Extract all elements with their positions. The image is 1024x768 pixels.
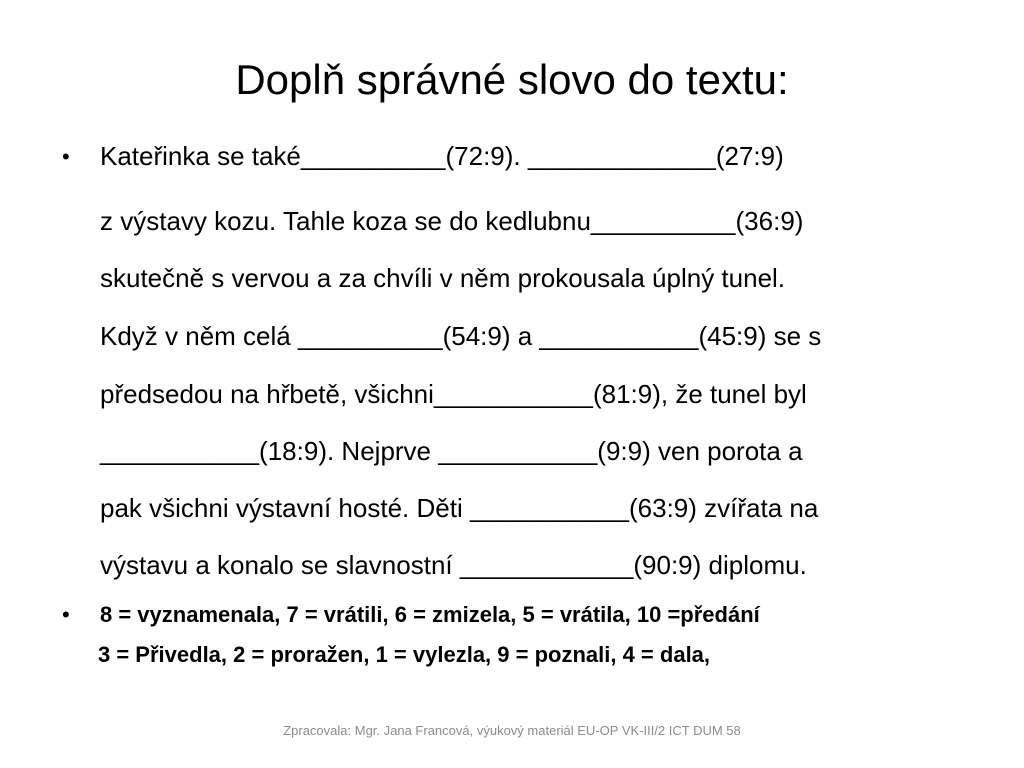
paragraph-line: pak všichni výstavní hosté. Děti ___________(63:9) zvířata na <box>100 493 819 523</box>
bullet-icon: • <box>62 144 70 169</box>
paragraph-line: skutečně s vervou a za chvíli v něm prokousala úplný tunel. <box>100 263 786 293</box>
paragraph-line: z výstavy kozu. Tahle koza se do kedlubnu__________(36:9) <box>100 206 804 236</box>
bullet-icon: • <box>62 602 70 627</box>
paragraph-line: předsedou na hřbetě, všichni___________(81:9), že tunel byl <box>100 379 807 409</box>
paragraph-line: Kateřinka se také__________(72:9). _____________(27:9) <box>100 141 784 171</box>
footer-credit: Zpracovala: Mgr. Jana Francová, výukový materiál EU-OP VK-III/2 ICT DUM 58 <box>283 723 741 738</box>
paragraph-line: výstavu a konalo se slavnostní ____________(90:9) diplomu. <box>100 550 807 580</box>
slide-title: Doplň správné slovo do textu: <box>235 56 789 103</box>
paragraph-line: ___________(18:9). Nejprve ___________(9:9) ven porota a <box>100 436 803 466</box>
answer-key-line-1: 8 = vyznamenala, 7 = vrátili, 6 = zmizela, 5 = vrátila, 10 =předání <box>100 602 760 627</box>
answer-key-line-2: 3 = Přivedla, 2 = proražen, 1 = vylezla, 9 = poznali, 4 = dala, <box>98 642 711 667</box>
paragraph-line: Když v něm celá __________(54:9) a ___________(45:9) se s <box>100 321 822 351</box>
